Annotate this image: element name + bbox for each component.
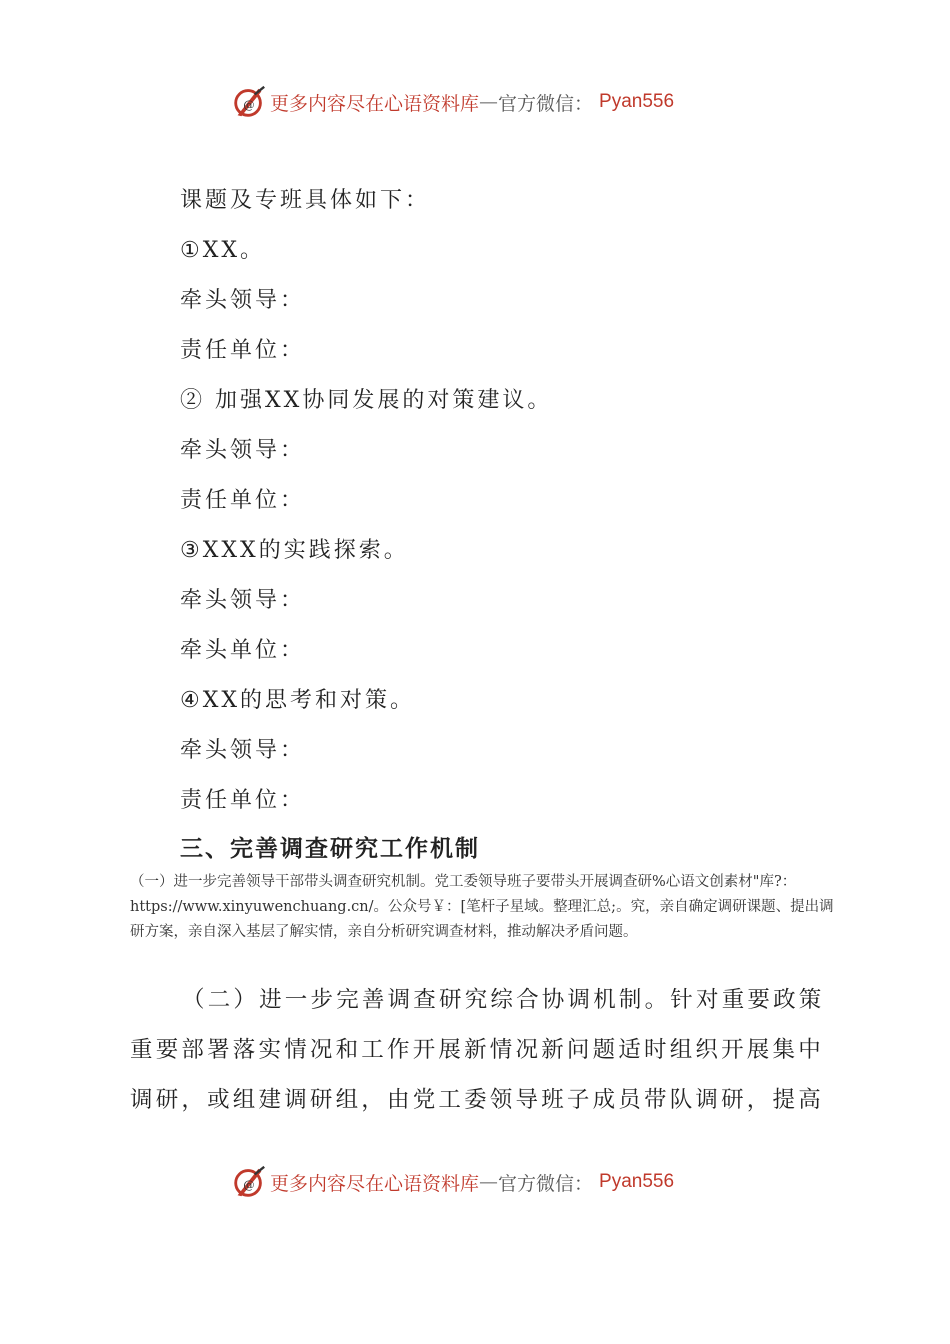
list-line: 课题及专班具体如下： — [180, 188, 431, 213]
svg-text:@: @ — [243, 97, 255, 112]
list-line: ③XXX的实践探索。 — [180, 538, 409, 563]
quill-logo-icon — [230, 83, 268, 121]
body-paragraph-block — [130, 975, 835, 1125]
banner-wechat-label: 官方微信： — [498, 1172, 594, 1195]
banner-dash: — — [479, 91, 499, 113]
list-line: ①XX。 — [180, 238, 266, 263]
footer-banner — [230, 1160, 730, 1204]
list-line: ④XX的思考和对策。 — [180, 688, 416, 713]
list-line: 责任单位： — [180, 488, 306, 513]
body-paragraph: （二）进一步完善调查研究综合协调机制。针对重要政策重要部署落实情况和工作开展新情况新问题适时组织开展集中调研，或组建调研组，由党工委领导班子成员带队调研，提高 — [130, 987, 825, 1113]
list-line: 责任单位： — [180, 788, 306, 813]
small-paragraph-block — [130, 870, 835, 945]
svg-text:@: @ — [243, 1177, 255, 1192]
list-line: 牵头领导： — [180, 288, 306, 313]
list-line: 责任单位： — [180, 338, 306, 363]
header-banner — [230, 80, 730, 124]
banner-title: 更多内容尽在心语资料库 — [270, 92, 480, 115]
banner-title: 更多内容尽在心语资料库 — [270, 1172, 480, 1195]
list-line: ② 加强XX协同发展的对策建议。 — [180, 388, 553, 413]
section-heading: 三、完善调查研究工作机制 — [180, 836, 480, 862]
list-line: 牵头单位： — [180, 638, 306, 663]
small-paragraph: （一）进一步完善领导干部带头调查研究机制。党工委领导班子要带头开展调查研%心语文创素材"库?：https://www.xinyuwenchuang.cn/。公众号￥：[笔杆子星域。整理汇总;。究，亲自确定调研课题、提出调研方案，亲自深入基层了解实情，亲自分析研究调查材料，推动解决矛盾问题。 — [130, 874, 834, 940]
quill-logo-icon — [230, 1163, 268, 1201]
list-line: 牵头领导： — [180, 588, 306, 613]
banner-dash: — — [479, 1171, 499, 1193]
list-line: 牵头领导： — [180, 438, 306, 463]
banner-wechat-label: 官方微信： — [498, 92, 594, 115]
banner-wechat-id: Pyan556 — [599, 91, 675, 112]
banner-wechat-id: Pyan556 — [599, 1171, 675, 1192]
list-line: 牵头领导： — [180, 738, 306, 763]
